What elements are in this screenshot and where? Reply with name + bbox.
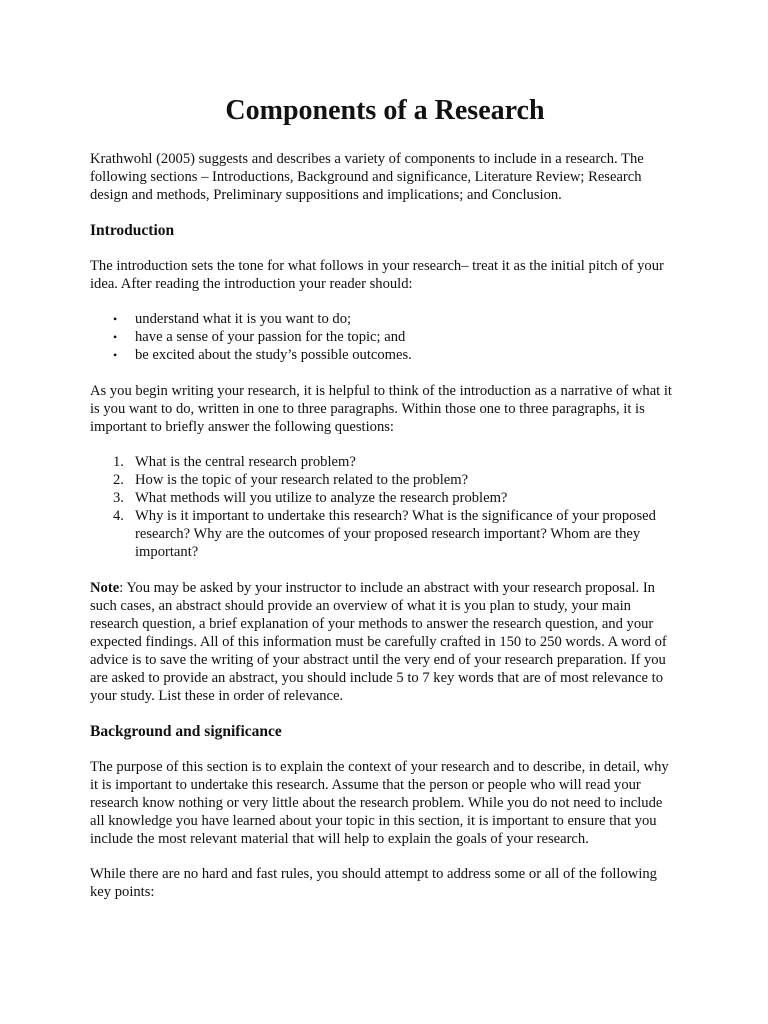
note-label: Note xyxy=(90,580,120,596)
question-text: How is the topic of your research related to the problem? xyxy=(135,472,469,488)
question-number: 2. xyxy=(113,472,124,488)
introduction-question-list xyxy=(90,453,680,561)
question-text: What methods will you utilize to analyze the research problem? xyxy=(135,490,508,506)
introduction-paragraph-1: The introduction sets the tone for what follows in your research– treat it as the initial pitch of your idea. After reading the introduction your reader should: xyxy=(90,258,664,292)
document-title: Components of a Research xyxy=(225,95,545,126)
background-heading: Background and significance xyxy=(90,723,282,740)
background-paragraph-1: The purpose of this section is to explain the context of your research and to describe, in detail, why it is important to undertake this research. Assume that the person or people who will read your research know nothing or very little about the research problem. While you do not need to include all knowledge you have learned about your topic in this section, it is important to ensure that you include the most relevant material that will help to explain the goals of your research. xyxy=(90,759,669,847)
question-item xyxy=(113,471,680,489)
bullet-item: • understand what it is you want to do; xyxy=(135,310,680,328)
question-text: What is the central research problem? xyxy=(135,454,356,470)
introduction-paragraph-2: As you begin writing your research, it is helpful to think of the introduction as a narrative of what it is you want to do, written in one to three paragraphs. Within those one to three paragraphs, it is important to briefly answer the following questions: xyxy=(90,383,672,435)
introduction-heading: Introduction xyxy=(90,222,175,239)
question-item xyxy=(113,489,680,507)
introduction-bullet-list xyxy=(90,310,680,364)
note-text: : You may be asked by your instructor to include an abstract with your research proposal. In such cases, an abstract should provide an overview of what it is you plan to study, your main research question, a brief explanation of your methods to answer the research question, and your expected findings. All of this information must be carefully crafted in 150 to 250 words. A word of advice is to save the writing of your abstract until the very end of your research preparation. If you are asked to provide an abstract, you should include 5 to 7 key words that are of most relevance to your study. List these in order of relevance. xyxy=(90,580,667,704)
bullet-item: • have a sense of your passion for the topic; and xyxy=(135,328,680,346)
question-item xyxy=(113,453,680,471)
question-text: Why is it important to undertake this research? What is the significance of your proposed research? Why are the outcomes of your proposed research important? Whom are they important? xyxy=(135,508,656,560)
note-paragraph xyxy=(90,579,680,705)
question-number: 4. xyxy=(113,508,124,524)
background-paragraph-2: While there are no hard and fast rules, you should attempt to address some or all of the following key points: xyxy=(90,866,657,900)
bullet-item: • be excited about the study’s possible outcomes. xyxy=(135,346,680,364)
question-number: 1. xyxy=(113,454,124,470)
document-page xyxy=(90,94,680,918)
question-number: 3. xyxy=(113,490,124,506)
question-item xyxy=(113,507,680,561)
intro-paragraph: Krathwohl (2005) suggests and describes a variety of components to include in a research. The following sections – Introductions, Background and significance, Literature Review; Research design and methods, Preliminary suppositions and implications; and Conclusion. xyxy=(90,151,644,203)
